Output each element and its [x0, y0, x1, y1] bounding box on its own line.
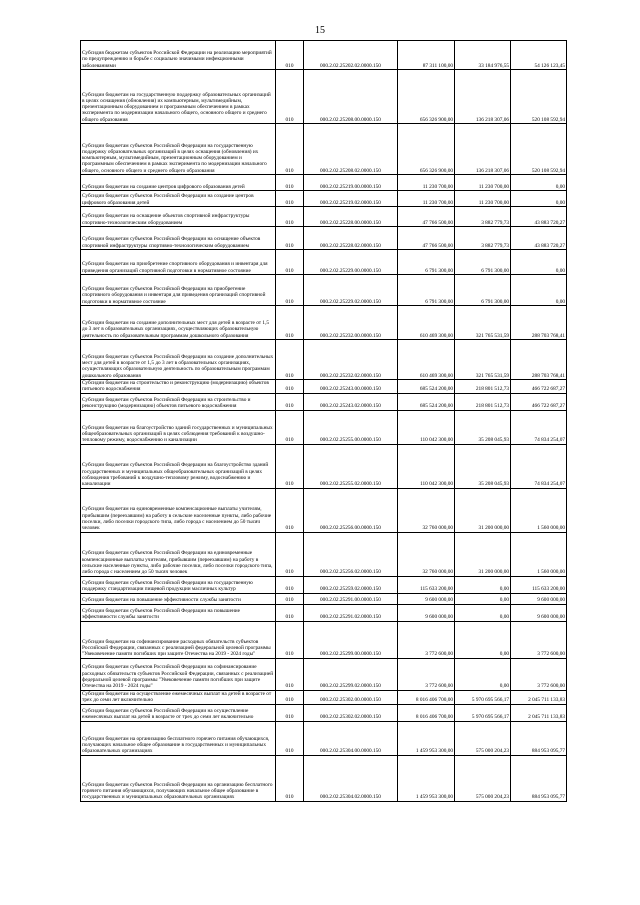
row-admin-code-cell: 010	[276, 191, 304, 207]
table-row	[81, 380, 567, 394]
table-row	[81, 393, 567, 410]
row-admin-code-cell: 010	[276, 306, 304, 340]
row-remaining-amount-cell: 466 722 687,27	[511, 380, 567, 394]
row-name-cell: Субсидии бюджетам субъектов Российской Федерации на единовременные компенсационные выплаты учителям, прибывшим (переехавшим) на работу в сельские населенные пункты, либо рабочие поселки, либо поселки городского типа, либо города с населением до 50 тысяч человек	[81, 532, 276, 576]
row-budget-code-cell: 000.2.02.25219.00.0000.150	[304, 175, 398, 191]
row-budget-code-cell: 000.2.02.25291.00.0000.150	[304, 593, 398, 604]
row-admin-code-cell: 010	[276, 275, 304, 306]
row-name-cell: Субсидии бюджетам субъектов Российской Федерации на благоустройство зданий государственных и муниципальных общеобразовательных организаций в целях соблюдения требований к воздушно-тепловому режиму, водоснабжению и канализации	[81, 444, 276, 488]
row-planned-amount-cell: 87 311 100,00	[398, 41, 455, 70]
page-number: 15	[315, 25, 325, 36]
row-remaining-amount-cell: 520 108 592,94	[511, 124, 567, 175]
table-row	[81, 755, 567, 801]
row-budget-code-cell: 000.2.02.25299.00.0000.150	[304, 621, 398, 658]
row-name-cell: Субсидии бюджетам субъектов Российской Федерации на создание центров цифрового образования детей	[81, 191, 276, 207]
row-budget-code-cell: 000.2.02.25228.00.0000.150	[304, 207, 398, 227]
row-name-cell: Субсидии бюджетам на приобретение спортивного оборудования и инвентаря для приведения организаций спортивной подготовки в нормативное состояние	[81, 250, 276, 275]
row-admin-code-cell: 010	[276, 593, 304, 604]
table-row	[81, 444, 567, 488]
row-admin-code-cell: 010	[276, 340, 304, 380]
row-remaining-amount-cell: 1 560 000,00	[511, 488, 567, 532]
row-executed-amount-cell: 575 000 204,23	[455, 721, 511, 755]
row-name-cell: Субсидии бюджетам субъектов Российской Федерации на повышение эффективности службы занятости	[81, 604, 276, 621]
row-admin-code-cell: 010	[276, 704, 304, 721]
row-name-cell: Субсидии бюджетам на строительство и реконструкцию (модернизацию) объектов питьевого водоснабжения	[81, 380, 276, 394]
row-planned-amount-cell: 32 760 000,00	[398, 488, 455, 532]
row-planned-amount-cell: 656 326 900,00	[398, 124, 455, 175]
row-planned-amount-cell: 8 016 406 700,00	[398, 704, 455, 721]
row-budget-code-cell: 000.2.02.25291.02.0000.150	[304, 604, 398, 621]
row-executed-amount-cell: 5 970 695 566,17	[455, 690, 511, 704]
budget-table-body	[81, 41, 567, 802]
row-executed-amount-cell: 0,00	[455, 621, 511, 658]
row-planned-amount-cell: 685 524 200,00	[398, 380, 455, 394]
row-planned-amount-cell: 11 230 700,00	[398, 175, 455, 191]
row-executed-amount-cell: 218 801 512,73	[455, 393, 511, 410]
row-planned-amount-cell: 115 633 200,00	[398, 576, 455, 593]
row-name-cell: Субсидии бюджетам на благоустройство зданий государственных и муниципальных общеобразовательных организаций в целях соблюдения требований к воздушно-тепловому режиму, водоснабжению и канализации	[81, 410, 276, 444]
row-name-cell: Субсидии бюджетам на оснащение объектов спортивной инфраструктуры спортивно-технологическим оборудованием	[81, 207, 276, 227]
row-admin-code-cell: 010	[276, 393, 304, 410]
row-name-cell: Субсидии бюджетам на осуществление ежемесячных выплат на детей в возрасте от трех до семи лет включительно	[81, 690, 276, 704]
row-admin-code-cell: 010	[276, 576, 304, 593]
row-budget-code-cell: 000.2.02.25304.02.0000.150	[304, 755, 398, 801]
row-name-cell: Субсидии бюджетам субъектов Российской Федерации на оснащение объектов спортивной инфраструктуры спортивно-технологическим оборудованием	[81, 227, 276, 250]
row-name-cell: Субсидии бюджетам субъектов Российской Федерации на создание дополнительных мест для детей в возрасте от 1,5 до 3 лет в образовательных организациях, осуществляющих образовательную деятельность по образовательным программам дошкольного образования	[81, 340, 276, 380]
row-planned-amount-cell: 8 016 406 700,00	[398, 690, 455, 704]
row-executed-amount-cell: 35 208 045,93	[455, 410, 511, 444]
row-admin-code-cell: 010	[276, 250, 304, 275]
table-row	[81, 70, 567, 124]
row-executed-amount-cell: 33 184 976,55	[455, 41, 511, 70]
row-remaining-amount-cell: 43 883 720,27	[511, 207, 567, 227]
row-budget-code-cell: 000.2.02.25243.02.0000.150	[304, 393, 398, 410]
table-row	[81, 207, 567, 227]
table-row	[81, 621, 567, 658]
row-remaining-amount-cell: 884 953 095,77	[511, 721, 567, 755]
row-admin-code-cell: 010	[276, 690, 304, 704]
table-row	[81, 124, 567, 175]
row-remaining-amount-cell: 288 703 768,41	[511, 340, 567, 380]
row-name-cell: Субсидии бюджетам субъектов Российской Федерации на организацию бесплатного горячего питания обучающихся, получающих начальное общее образование в государственных и муниципальных образовательных организациях	[81, 755, 276, 801]
table-row	[81, 488, 567, 532]
row-executed-amount-cell: 0,00	[455, 593, 511, 604]
table-row	[81, 532, 567, 576]
table-row	[81, 410, 567, 444]
row-admin-code-cell: 010	[276, 124, 304, 175]
row-remaining-amount-cell: 0,00	[511, 250, 567, 275]
row-planned-amount-cell: 11 230 700,00	[398, 191, 455, 207]
row-budget-code-cell: 000.2.02.25243.00.0000.150	[304, 380, 398, 394]
row-executed-amount-cell: 31 200 000,00	[455, 532, 511, 576]
row-executed-amount-cell: 3 882 779,73	[455, 207, 511, 227]
row-budget-code-cell: 000.2.02.25232.00.0000.150	[304, 306, 398, 340]
row-remaining-amount-cell: 0,00	[511, 191, 567, 207]
row-admin-code-cell: 010	[276, 721, 304, 755]
row-admin-code-cell: 010	[276, 604, 304, 621]
row-admin-code-cell: 010	[276, 175, 304, 191]
row-executed-amount-cell: 321 765 531,59	[455, 340, 511, 380]
row-planned-amount-cell: 610 469 300,00	[398, 306, 455, 340]
row-budget-code-cell: 000.2.02.25232.02.0000.150	[304, 340, 398, 380]
row-remaining-amount-cell: 9 600 000,00	[511, 604, 567, 621]
row-name-cell: Субсидии бюджетам на единовременные компенсационные выплаты учителям, прибывшим (переехавшим) на работу в сельские населенные пункты, либо рабочие поселки, либо поселки городского типа, либо города с населением до 50 тысяч человек	[81, 488, 276, 532]
row-admin-code-cell: 010	[276, 755, 304, 801]
row-name-cell: Субсидии бюджетам субъектов Российской Федерации на осуществление ежемесячных выплат на детей в возрасте от трех до семи лет включительно	[81, 704, 276, 721]
row-name-cell: Субсидия бюджетам субъектов Российской Федерации на реализацию мероприятий по предупреждению и борьбе с социально значимыми инфекционными заболеваниями	[81, 41, 276, 70]
row-remaining-amount-cell: 288 703 768,41	[511, 306, 567, 340]
row-executed-amount-cell: 0,00	[455, 658, 511, 690]
row-admin-code-cell: 010	[276, 70, 304, 124]
row-remaining-amount-cell: 884 953 095,77	[511, 755, 567, 801]
row-planned-amount-cell: 47 766 500,00	[398, 207, 455, 227]
row-name-cell: Субсидии бюджетам субъектов Российской Федерации на государственную поддержку стандартизации пищевой продукции масличных культур	[81, 576, 276, 593]
row-budget-code-cell: 000.2.02.25219.02.0000.150	[304, 191, 398, 207]
row-remaining-amount-cell: 0,00	[511, 275, 567, 306]
row-budget-code-cell: 000.2.02.25302.00.0000.150	[304, 690, 398, 704]
row-executed-amount-cell: 6 791 300,00	[455, 250, 511, 275]
row-executed-amount-cell: 5 970 695 566,17	[455, 704, 511, 721]
row-budget-code-cell: 000.2.02.25256.02.0000.150	[304, 532, 398, 576]
row-budget-code-cell: 000.2.02.25259.02.0000.150	[304, 576, 398, 593]
row-budget-code-cell: 000.2.02.25202.02.0000.150	[304, 41, 398, 70]
row-name-cell: Субсидии бюджетам на государственную поддержку образовательных организаций в целях оснащения (обновления) их компьютерным, мультимедийным, презентационным оборудованием и программным обеспечением в рамках эксперимента по модернизации начального общего, основного общего и среднего общего образования	[81, 70, 276, 124]
row-planned-amount-cell: 6 791 300,00	[398, 250, 455, 275]
row-budget-code-cell: 000.2.02.25208.00.0000.150	[304, 70, 398, 124]
row-executed-amount-cell: 575 000 204,23	[455, 755, 511, 801]
table-row	[81, 191, 567, 207]
table-row	[81, 576, 567, 593]
row-name-cell: Субсидии бюджетам субъектов Российской Федерации на приобретение спортивного оборудования и инвентаря для приведения организаций спортивной подготовки в нормативное состояние	[81, 275, 276, 306]
row-executed-amount-cell: 136 218 307,06	[455, 70, 511, 124]
row-planned-amount-cell: 1 459 953 300,00	[398, 755, 455, 801]
row-remaining-amount-cell: 2 045 711 133,83	[511, 690, 567, 704]
row-executed-amount-cell: 3 882 779,73	[455, 227, 511, 250]
row-planned-amount-cell: 3 772 600,00	[398, 621, 455, 658]
row-planned-amount-cell: 47 766 500,00	[398, 227, 455, 250]
row-admin-code-cell: 010	[276, 207, 304, 227]
row-name-cell: Субсидии бюджетам на организацию бесплатного горячего питания обучающихся, получающих начальное общее образование в государственных и муниципальных образовательных организациях	[81, 721, 276, 755]
row-budget-code-cell: 000.2.02.25228.02.0000.150	[304, 227, 398, 250]
row-remaining-amount-cell: 3 772 600,00	[511, 621, 567, 658]
table-row	[81, 658, 567, 690]
row-executed-amount-cell: 31 200 000,00	[455, 488, 511, 532]
row-name-cell: Субсидии бюджетам на софинансирование расходных обязательств субъектов Российской Федерации, связанных с реализацией федеральной целевой программы "Увековечение памяти погибших при защите Отечества на 2019 - 2024 годы"	[81, 621, 276, 658]
table-row	[81, 175, 567, 191]
row-budget-code-cell: 000.2.02.25304.00.0000.150	[304, 721, 398, 755]
row-admin-code-cell: 010	[276, 444, 304, 488]
row-planned-amount-cell: 1 459 953 300,00	[398, 721, 455, 755]
row-remaining-amount-cell: 0,00	[511, 175, 567, 191]
row-remaining-amount-cell: 520 108 592,94	[511, 70, 567, 124]
row-remaining-amount-cell: 1 560 000,00	[511, 532, 567, 576]
table-row	[81, 275, 567, 306]
row-name-cell: Субсидии бюджетам на создание дополнительных мест для детей в возрасте от 1,5 до 3 лет в образовательных организациях, осуществляющих образовательную деятельность по образовательным программам дошкольного образования	[81, 306, 276, 340]
row-admin-code-cell: 010	[276, 41, 304, 70]
row-admin-code-cell: 010	[276, 380, 304, 394]
row-planned-amount-cell: 6 791 300,00	[398, 275, 455, 306]
row-planned-amount-cell: 656 326 900,00	[398, 70, 455, 124]
row-executed-amount-cell: 35 208 045,93	[455, 444, 511, 488]
row-remaining-amount-cell: 2 045 711 133,83	[511, 704, 567, 721]
row-name-cell: Субсидии бюджетам субъектов Российской Федерации на софинансирование расходных обязательств субъектов Российской Федерации, связанных с реализацией федеральной целевой программы "Увековечение памяти погибших при защите Отечества на 2019 - 2024 годы"	[81, 658, 276, 690]
row-budget-code-cell: 000.2.02.25255.00.0000.150	[304, 410, 398, 444]
table-row	[81, 340, 567, 380]
row-executed-amount-cell: 218 801 512,73	[455, 380, 511, 394]
row-remaining-amount-cell: 3 772 600,00	[511, 658, 567, 690]
row-admin-code-cell: 010	[276, 621, 304, 658]
row-admin-code-cell: 010	[276, 227, 304, 250]
row-planned-amount-cell: 610 469 300,00	[398, 340, 455, 380]
row-remaining-amount-cell: 115 633 200,00	[511, 576, 567, 593]
row-budget-code-cell: 000.2.02.25256.00.0000.150	[304, 488, 398, 532]
row-remaining-amount-cell: 9 600 000,00	[511, 593, 567, 604]
table-row	[81, 721, 567, 755]
row-name-cell: Субсидии бюджетам субъектов Российской Федерации на строительство и реконструкцию (модернизацию) объектов питьевого водоснабжения	[81, 393, 276, 410]
budget-table	[80, 40, 567, 802]
row-executed-amount-cell: 11 230 700,00	[455, 191, 511, 207]
row-remaining-amount-cell: 466 722 687,27	[511, 393, 567, 410]
row-planned-amount-cell: 32 760 000,00	[398, 532, 455, 576]
row-admin-code-cell: 010	[276, 488, 304, 532]
row-name-cell: Субсидии бюджетам субъектов Российской Федерации на государственную поддержку образовательных организаций в целях оснащения (обновления) их компьютерным, мультимедийным, презентационным оборудованием и программным обеспечением в рамках эксперимента по модернизации начального общего, основного общего и среднего общего образования	[81, 124, 276, 175]
row-budget-code-cell: 000.2.02.25229.00.0000.150	[304, 250, 398, 275]
row-planned-amount-cell: 3 772 600,00	[398, 658, 455, 690]
table-row	[81, 593, 567, 604]
row-admin-code-cell: 010	[276, 532, 304, 576]
row-remaining-amount-cell: 74 834 254,07	[511, 444, 567, 488]
row-executed-amount-cell: 0,00	[455, 576, 511, 593]
table-row	[81, 704, 567, 721]
row-admin-code-cell: 010	[276, 658, 304, 690]
row-executed-amount-cell: 11 230 700,00	[455, 175, 511, 191]
table-row	[81, 250, 567, 275]
row-budget-code-cell: 000.2.02.25208.02.0000.150	[304, 124, 398, 175]
row-remaining-amount-cell: 43 883 720,27	[511, 227, 567, 250]
table-row	[81, 690, 567, 704]
row-executed-amount-cell: 6 791 300,00	[455, 275, 511, 306]
table-row	[81, 41, 567, 70]
row-planned-amount-cell: 685 524 200,00	[398, 393, 455, 410]
row-executed-amount-cell: 321 765 531,59	[455, 306, 511, 340]
row-remaining-amount-cell: 54 126 123,45	[511, 41, 567, 70]
row-budget-code-cell: 000.2.02.25229.02.0000.150	[304, 275, 398, 306]
row-name-cell: Субсидии бюджетам на создание центров цифрового образования детей	[81, 175, 276, 191]
row-executed-amount-cell: 136 218 307,06	[455, 124, 511, 175]
row-executed-amount-cell: 0,00	[455, 604, 511, 621]
row-planned-amount-cell: 110 042 300,00	[398, 444, 455, 488]
row-planned-amount-cell: 110 042 300,00	[398, 410, 455, 444]
row-budget-code-cell: 000.2.02.25255.02.0000.150	[304, 444, 398, 488]
row-remaining-amount-cell: 74 834 254,07	[511, 410, 567, 444]
row-budget-code-cell: 000.2.02.25299.02.0000.150	[304, 658, 398, 690]
table-row	[81, 227, 567, 250]
table-row	[81, 306, 567, 340]
row-budget-code-cell: 000.2.02.25302.02.0000.150	[304, 704, 398, 721]
row-planned-amount-cell: 9 600 000,00	[398, 593, 455, 604]
row-planned-amount-cell: 9 600 000,00	[398, 604, 455, 621]
row-admin-code-cell: 010	[276, 410, 304, 444]
table-row	[81, 604, 567, 621]
row-name-cell: Субсидии бюджетам на повышение эффективности службы занятости	[81, 593, 276, 604]
